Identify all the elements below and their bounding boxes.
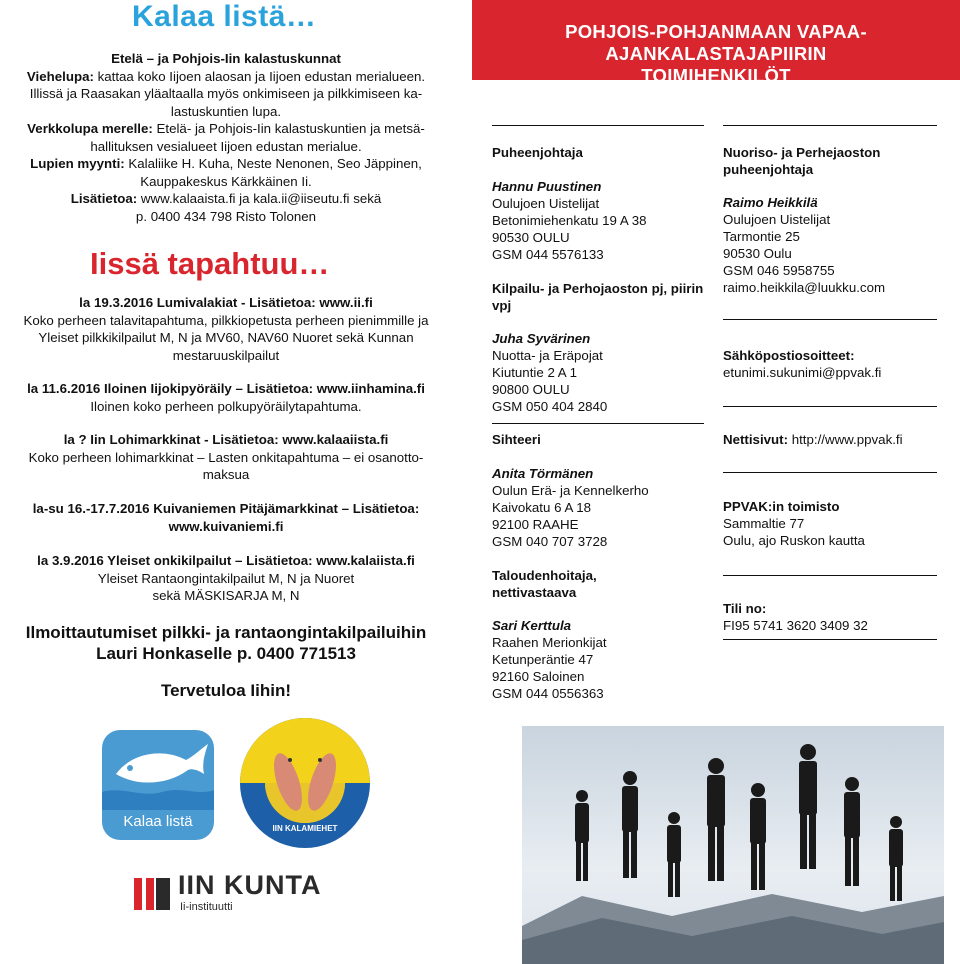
- office-info: [723, 498, 943, 549]
- event-heading: la 19.3.2016 Lumivalakiat - Lisätietoa: www.ii.fi: [79, 295, 373, 310]
- detail-line: GSM 044 5576133: [492, 247, 604, 262]
- iin-kalamiehet-logo: [238, 716, 372, 850]
- divider: [723, 639, 937, 640]
- divider: [723, 319, 937, 320]
- detail-line: FI95 5741 3620 3409 32: [723, 618, 868, 633]
- iin-kunta-name: IIN KUNTA: [178, 870, 322, 900]
- event-item: [0, 380, 452, 415]
- detail-line: 92100 RAAHE: [492, 517, 579, 532]
- detail-line: 90800 OULU: [492, 382, 570, 397]
- logo-ring-text: IIN KALAMIEHET: [272, 824, 338, 833]
- detail-line: Betonimiehenkatu 19 A 38: [492, 213, 647, 228]
- person-name: Raimo Heikkilä: [723, 195, 818, 210]
- event-heading: la-su 16.-17.7.2016 Kuivaniemen Pitäjämarkkinat – Lisätietoa: www.kuivaniemi.fi: [32, 501, 420, 534]
- event-description: Iloinen koko perheen polkupyöräilytapahtuma.: [90, 398, 362, 414]
- event-heading: la 11.6.2016 Iloinen Iijokipyöräily – Lisätietoa: www.iinhamina.fi: [27, 381, 425, 396]
- website-info: [723, 431, 953, 448]
- role-title: Nettisivut:: [723, 432, 789, 447]
- official-youth-chair: [723, 144, 943, 296]
- iin-kunta-sub: Ii-instituutti: [180, 901, 233, 913]
- detail-line: GSM 040 707 3728: [492, 534, 608, 549]
- role-title: PPVAK:in toimisto: [723, 499, 840, 514]
- verkko-label: Verkkolupa merelle:: [27, 121, 153, 136]
- role-title: Nuoriso- ja Perhejaoston puheenjohtaja: [723, 145, 881, 177]
- detail-line: GSM 046 5958755: [723, 263, 835, 278]
- person-name: Hannu Puustinen: [492, 179, 602, 194]
- email-info: [723, 347, 943, 381]
- detail-line: Oulu, ajo Ruskon kautta: [723, 533, 865, 548]
- intro-heading: Etelä – ja Pohjois-Iin kalastuskunnat: [111, 51, 341, 66]
- detail-line: Nuotta- ja Eräpojat: [492, 348, 603, 363]
- viehe-label: Viehelupa:: [26, 68, 94, 84]
- person-name: Anita Törmänen: [492, 466, 594, 481]
- role-title: Kilpailu- ja Perhojaoston pj, piirin vpj: [492, 281, 704, 313]
- detail-line: Oulujoen Uistelijat: [492, 196, 600, 211]
- myynti-label: Lupien myynti:: [30, 156, 125, 171]
- detail-line: 90530 Oulu: [723, 246, 792, 261]
- detail-line: 92160 Saloinen: [492, 669, 585, 684]
- verkko-text: Etelä- ja Pohjois-Iin kalastuskuntien ja metsä-: [152, 121, 425, 136]
- detail-line: etunimi.sukunimi@ppvak.fi: [723, 365, 882, 380]
- kalaa-lista-logo: [102, 730, 214, 840]
- detail-line: Oulujoen Uistelijat: [723, 212, 831, 227]
- registration-note: Ilmoittautumiset pilkki- ja rantaongintakilpailuihin Lauri Honkaselle p. 0400 771513: [25, 623, 427, 663]
- intro-line6: hallituksen vesialueet Iijoen edustan merialue.: [90, 138, 362, 154]
- iin-kunta-logo: [130, 870, 330, 930]
- officials-banner: [472, 0, 960, 86]
- event-item: [0, 500, 452, 535]
- detail-line: Ketunperäntie 47: [492, 652, 594, 667]
- intro-line10: p. 0400 434 798 Risto Tolonen: [135, 208, 317, 224]
- silhouettes-photo: [522, 726, 944, 964]
- banner-line1: POHJOIS-POHJANMAAN VAPAA-AJANKALASTAJAPIIRIN: [565, 21, 867, 64]
- role-title: Puheenjohtaja: [492, 145, 583, 160]
- role-title: Tili no:: [723, 601, 767, 616]
- divider: [723, 472, 937, 473]
- viehe-text: kattaa koko Iijoen alaosan ja Iijoen edustan merialueen.: [93, 68, 426, 84]
- divider: [723, 575, 937, 576]
- official-vice-chairman: [492, 280, 707, 415]
- page-title: Kalaa listä…: [132, 0, 317, 33]
- intro-line4: lastuskuntien lupa.: [170, 103, 282, 119]
- official-secretary: [492, 431, 707, 550]
- detail-line: GSM 050 404 2840: [492, 399, 608, 414]
- event-description: Yleiset Rantaongintakilpailut M, N ja Nuoret sekä MÄSKISARJA M, N: [97, 570, 355, 603]
- role-title: Taloudenhoitaja, nettivastaava: [492, 568, 597, 600]
- event-description: Koko perheen lohimarkkinat – Lasten onkitapahtuma – ei osanotto-maksua: [28, 449, 424, 482]
- fish-icon: [102, 730, 214, 810]
- fishing-permit-info: [0, 50, 452, 225]
- welcome-text: Tervetuloa Iihin!: [160, 681, 292, 700]
- official-chairman: [492, 144, 707, 263]
- divider: [723, 125, 937, 126]
- lisa-text: www.kalaaista.fi ja kala.ii@iiseutu.fi sekä: [137, 191, 382, 206]
- lisa-label: Lisätietoa:: [70, 191, 138, 206]
- event-heading: la ? Iin Lohimarkkinat - Lisätietoa: www.kalaaiista.fi: [63, 432, 389, 447]
- myynti-text: Kalaliike H. Kuha, Neste Nenonen, Seo Jäppinen,: [124, 156, 422, 171]
- role-title: Sihteeri: [492, 432, 541, 447]
- detail-line: 90530 OULU: [492, 230, 570, 245]
- detail-line: Tarmontie 25: [723, 229, 800, 244]
- detail-line: Sammaltie 77: [723, 516, 805, 531]
- person-name: Sari Kerttula: [492, 618, 572, 633]
- iin-kunta-emblem-icon: [130, 872, 174, 916]
- detail-line: Kiutuntie 2 A 1: [492, 365, 578, 380]
- intro-line3: Illissä ja Raasakan yläaltaalla myös onkimiseen ja pilkkimiseen ka-: [29, 86, 423, 101]
- official-treasurer: [492, 567, 707, 702]
- event-item: [0, 294, 452, 364]
- person-name: Juha Syvärinen: [492, 331, 591, 346]
- divider: [492, 423, 704, 424]
- detail-line: Kaivokatu 6 A 18: [492, 500, 592, 515]
- website-link[interactable]: http://www.ppvak.fi: [788, 432, 903, 447]
- logo-fish-text: Kalaa listä: [123, 813, 193, 830]
- detail-line: Oulun Erä- ja Kennelkerho: [492, 483, 649, 498]
- intro-line8: Kauppakeskus Kärkkäinen Ii.: [140, 173, 312, 189]
- event-item: [0, 431, 452, 484]
- divider: [723, 406, 937, 407]
- divider: [492, 125, 704, 126]
- account-info: [723, 600, 943, 634]
- events-title: Iissä tapahtuu…: [90, 246, 330, 281]
- detail-line: Raahen Merionkijat: [492, 635, 607, 650]
- role-title: Sähköpostiosoitteet:: [723, 348, 855, 363]
- banner-line2: TOIMIHENKILÖT: [641, 65, 791, 86]
- detail-line: raimo.heikkila@luukku.com: [723, 280, 886, 295]
- event-description: Koko perheen talavitapahtuma, pilkkiopetusta perheen pienimmille ja Yleiset pilkkikilpailut M, N ja MV60, NAV60 Nuoret sekä Kunnan mestaruuskilpailut: [23, 312, 429, 363]
- detail-line: GSM 044 0556363: [492, 686, 604, 701]
- business-people-silhouettes-icon: [522, 726, 944, 964]
- event-item: [0, 552, 452, 605]
- event-heading: la 3.9.2016 Yleiset onkikilpailut – Lisätietoa: www.kalaiista.fi: [37, 553, 415, 568]
